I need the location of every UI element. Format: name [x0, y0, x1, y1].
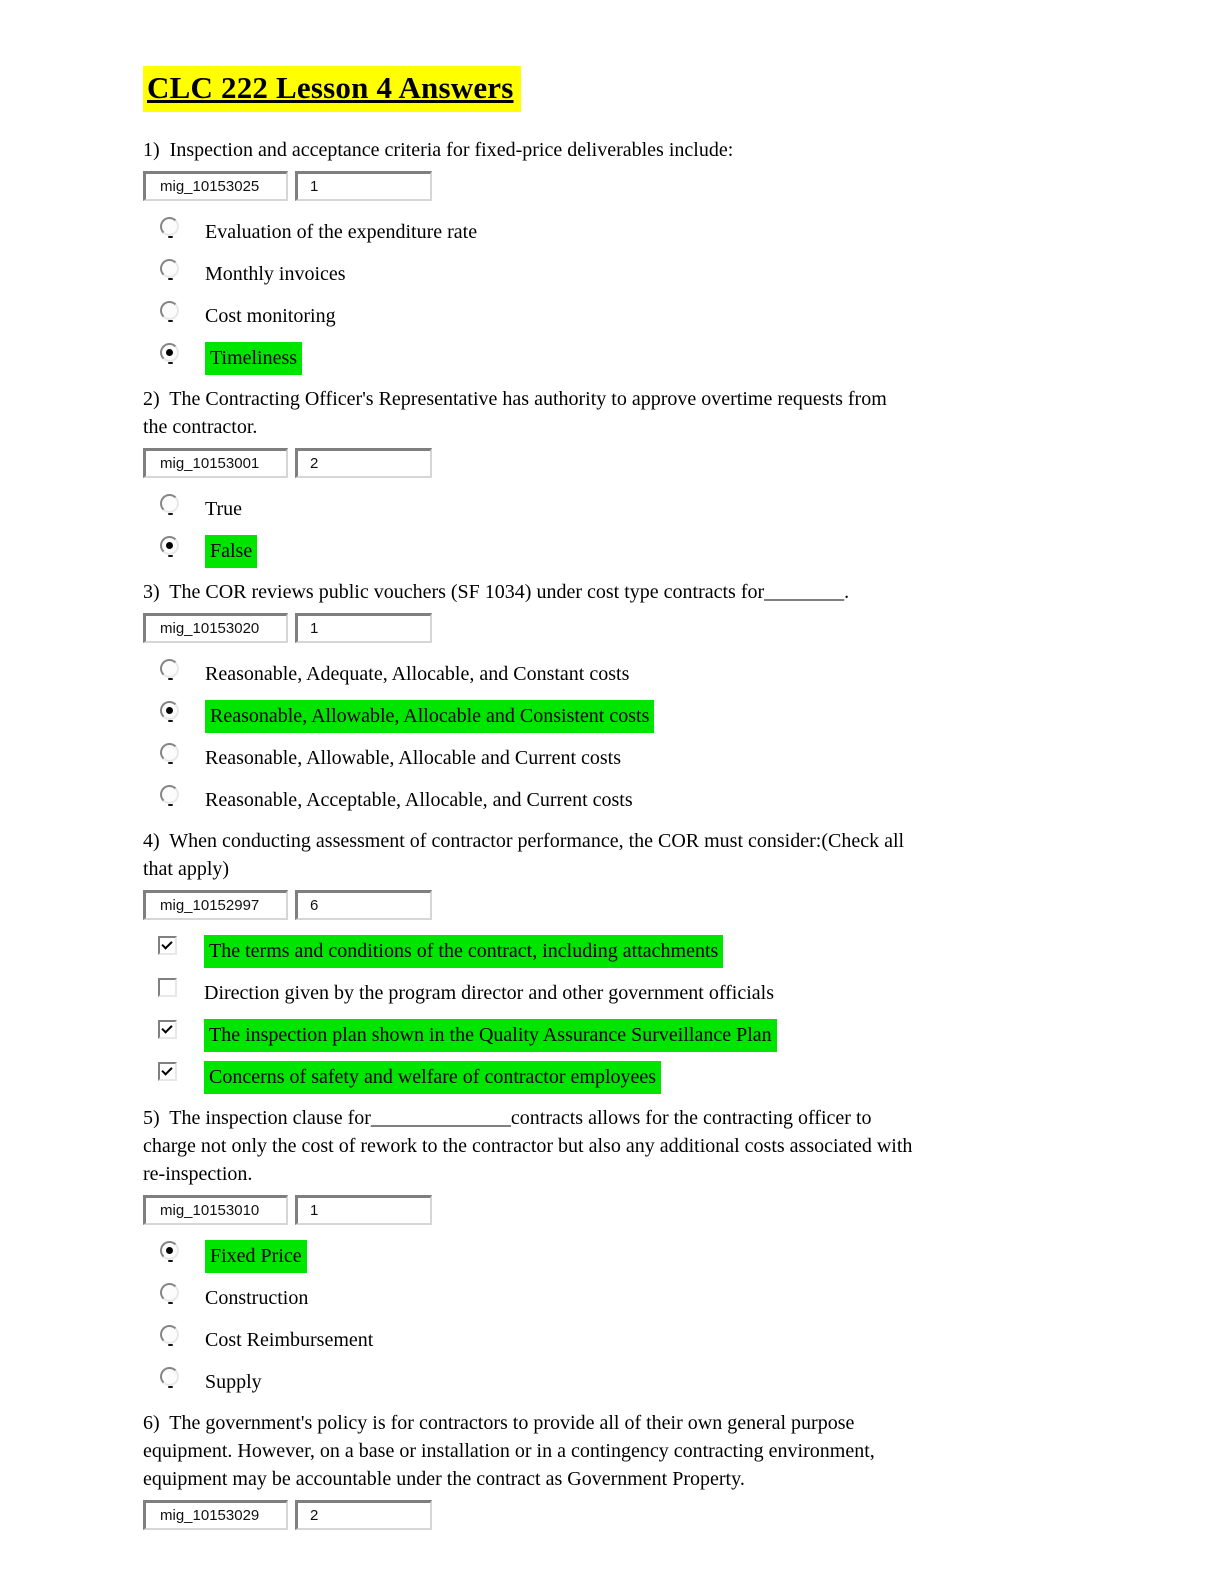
question-id-value: mig_10153029 [160, 1507, 260, 1524]
option-label: Timeliness [205, 342, 302, 375]
radio-button[interactable] [160, 343, 179, 362]
option-row [143, 972, 1093, 1014]
question-id-input[interactable] [143, 890, 288, 920]
option-row [143, 653, 1093, 695]
option-row [143, 488, 1093, 530]
radio-button[interactable] [160, 1283, 179, 1302]
option-row [143, 1056, 1093, 1098]
radio-button[interactable] [160, 701, 179, 720]
question-id-value: mig_10152997 [160, 897, 260, 914]
question-id-input[interactable] [143, 613, 288, 643]
option-label: Reasonable, Adequate, Allocable, and Constant costs [205, 663, 630, 685]
question-id-input[interactable] [143, 1195, 288, 1225]
answer-value: 2 [310, 455, 319, 472]
options-list [143, 653, 1093, 821]
radio-button[interactable] [160, 259, 179, 278]
question-text-line: that apply) [143, 858, 230, 880]
answer-value: 1 [310, 620, 319, 637]
question-text-line: 3) The COR reviews public vouchers (SF 1034) under cost type contracts for________. [143, 581, 850, 603]
option-label: Reasonable, Allowable, Allocable and Consistent costs [205, 700, 654, 733]
option-label: Direction given by the program director and other government officials [204, 982, 774, 1004]
answer-value-input[interactable] [295, 448, 432, 478]
option-label: False [205, 535, 257, 568]
answer-value-input[interactable] [295, 171, 432, 201]
option-row [143, 1361, 1093, 1403]
option-label: Cost Reimbursement [205, 1329, 374, 1351]
question-1 [143, 136, 1093, 379]
question-2 [143, 385, 1093, 572]
question-4 [143, 827, 1093, 1098]
question-text-line: 1) Inspection and acceptance criteria for fixed-price deliverables include: [143, 139, 734, 161]
question-id-input[interactable] [143, 448, 288, 478]
answer-meta-row [143, 613, 1093, 643]
question-id-value: mig_10153020 [160, 620, 260, 637]
question-text-line: charge not only the cost of rework to the contractor but also any additional costs associated with [143, 1135, 913, 1157]
option-label: The inspection plan shown in the Quality Assurance Surveillance Plan [204, 1019, 777, 1052]
radio-button[interactable] [160, 494, 179, 513]
question-text-line: 4) When conducting assessment of contractor performance, the COR must consider:(Check all [143, 830, 905, 852]
question-text-line: re-inspection. [143, 1163, 253, 1185]
radio-button[interactable] [160, 217, 179, 236]
question-text-line: 2) The Contracting Officer's Representative has authority to approve overtime requests from [143, 388, 887, 410]
option-label: Reasonable, Allowable, Allocable and Current costs [205, 747, 622, 769]
title-row [143, 66, 1093, 112]
option-row [143, 253, 1093, 295]
answer-value: 1 [310, 178, 319, 195]
option-label: Supply [205, 1371, 262, 1393]
option-label: True [205, 498, 243, 520]
page-title: CLC 222 Lesson 4 Answers [143, 66, 521, 112]
question-3 [143, 578, 1093, 821]
answer-value: 2 [310, 1507, 319, 1524]
option-row [143, 1319, 1093, 1361]
question-6 [143, 1409, 1093, 1530]
options-list [143, 1235, 1093, 1403]
option-label: Cost monitoring [205, 305, 336, 327]
option-label: The terms and conditions of the contract, including attachments [204, 935, 723, 968]
answer-meta-row [143, 171, 1093, 201]
question-5 [143, 1104, 1093, 1403]
options-list [143, 488, 1093, 572]
option-label: Concerns of safety and welfare of contractor employees [204, 1061, 661, 1094]
option-label: Construction [205, 1287, 309, 1309]
option-row [143, 295, 1093, 337]
option-label: Reasonable, Acceptable, Allocable, and Current costs [205, 789, 633, 811]
answer-meta-row [143, 448, 1093, 478]
question-id-input[interactable] [143, 1500, 288, 1530]
checkbox[interactable] [158, 978, 177, 997]
question-id-value: mig_10153025 [160, 178, 260, 195]
checkbox[interactable] [158, 1020, 177, 1039]
question-id-value: mig_10153001 [160, 455, 260, 472]
question-text-line: 5) The inspection clause for______________contracts allows for the contracting officer to [143, 1107, 872, 1129]
option-row [143, 779, 1093, 821]
question-id-value: mig_10153010 [160, 1202, 260, 1219]
checkbox[interactable] [158, 1062, 177, 1081]
question-text-line: 6) The government's policy is for contractors to provide all of their own general purpose [143, 1412, 855, 1434]
answer-value-input[interactable] [295, 1195, 432, 1225]
radio-button[interactable] [160, 1241, 179, 1260]
option-row [143, 1014, 1093, 1056]
options-list [143, 930, 1093, 1098]
option-row [143, 737, 1093, 779]
answer-value-input[interactable] [295, 613, 432, 643]
radio-button[interactable] [160, 1325, 179, 1344]
answer-meta-row [143, 1195, 1093, 1225]
option-label: Fixed Price [205, 1240, 307, 1273]
question-text-line: equipment may be accountable under the contract as Government Property. [143, 1468, 745, 1490]
option-row [143, 1277, 1093, 1319]
checkbox[interactable] [158, 936, 177, 955]
answer-meta-row [143, 1500, 1093, 1530]
radio-button[interactable] [160, 659, 179, 678]
option-row [143, 930, 1093, 972]
radio-button[interactable] [160, 785, 179, 804]
option-label: Monthly invoices [205, 263, 346, 285]
option-row [143, 211, 1093, 253]
question-text-line: equipment. However, on a base or installation or in a contingency contracting environment, [143, 1440, 875, 1462]
radio-button[interactable] [160, 301, 179, 320]
radio-button[interactable] [160, 1367, 179, 1386]
radio-button[interactable] [160, 743, 179, 762]
question-id-input[interactable] [143, 171, 288, 201]
answer-value-input[interactable] [295, 1500, 432, 1530]
option-row [143, 530, 1093, 572]
question-text-line: the contractor. [143, 416, 258, 438]
radio-button[interactable] [160, 536, 179, 555]
option-label: Evaluation of the expenditure rate [205, 221, 478, 243]
answer-meta-row [143, 890, 1093, 920]
answer-value: 6 [310, 897, 319, 914]
options-list [143, 211, 1093, 379]
option-row [143, 337, 1093, 379]
answer-value-input[interactable] [295, 890, 432, 920]
option-row [143, 1235, 1093, 1277]
option-row [143, 695, 1093, 737]
answer-value: 1 [310, 1202, 319, 1219]
